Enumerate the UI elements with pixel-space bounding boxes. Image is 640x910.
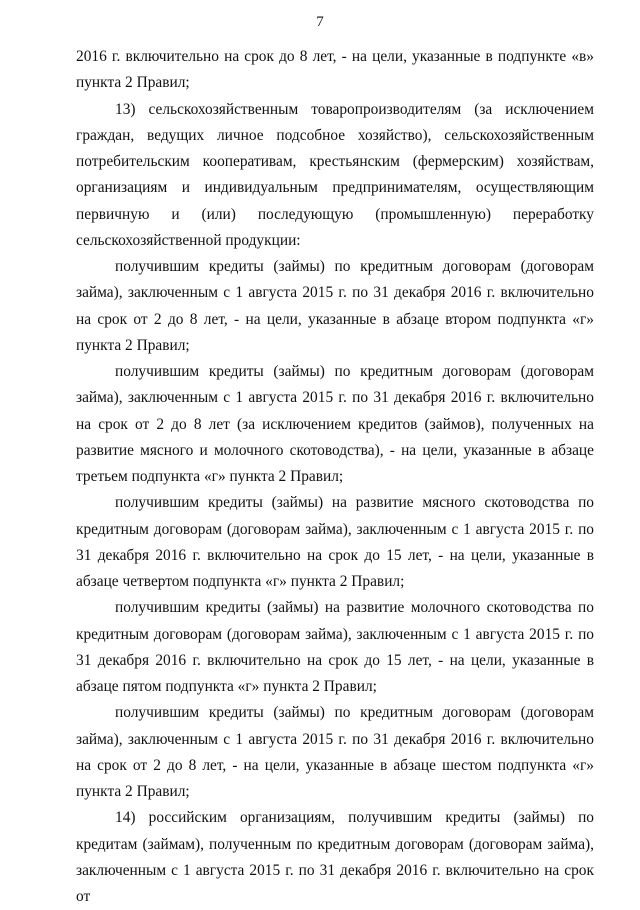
- page-number: 7: [316, 14, 324, 30]
- document-body: [76, 44, 594, 910]
- paragraph-13-clause-2: получившим кредиты (займы) по кредитным договорам (договорам займа), заключенным с 1 августа 2015 г. по 31 декабря 2016 г. включительно на срок от 2 до 8 лет (за исключением кредитов (займов), полученных на развитие мясного и молочного скотоводства), - на цели, указанные в абзаце третьем подпункта «г» пункта 2 Правил;: [76, 363, 594, 485]
- paragraph-13-clause-4: получившим кредиты (займы) на развитие молочного скотоводства по кредитным договорам (договорам займа), заключенным с 1 августа 2015 г. по 31 декабря 2016 г. включительно на срок до 15 лет, - на цели, указанные в абзаце пятом подпункта «г» пункта 2 Правил;: [76, 599, 594, 695]
- paragraph-continuation: 2016 г. включительно на срок до 8 лет, - на цели, указанные в подпункте «в» пункта 2 Правил;: [76, 48, 594, 92]
- paragraph-13-clause-1: получившим кредиты (займы) по кредитным договорам (договорам займа), заключенным с 1 августа 2015 г. по 31 декабря 2016 г. включительно на срок от 2 до 8 лет, - на цели, указанные в абзаце втором подпункта «г» пункта 2 Правил;: [76, 258, 594, 354]
- paragraph-item-14: 14) российским организациям, получившим кредиты (займы) по кредитам (займам), полученным по кредитным договорам (договорам займа), заключенным с 1 августа 2015 г. по 31 декабря 2016 г. включительно на срок от: [76, 809, 594, 905]
- paragraph-13-clause-5: получившим кредиты (займы) по кредитным договорам (договорам займа), заключенным с 1 августа 2015 г. по 31 декабря 2016 г. включительно на срок от 2 до 8 лет, - на цели, указанные в абзаце шестом подпункта «г» пункта 2 Правил;: [76, 704, 594, 800]
- paragraph-13-clause-3: получившим кредиты (займы) на развитие мясного скотоводства по кредитным договорам (договорам займа), заключенным с 1 августа 2015 г. по 31 декабря 2016 г. включительно на срок до 15 лет, - на цели, указанные в абзаце четвертом подпункта «г» пункта 2 Правил;: [76, 494, 594, 590]
- paragraph-item-13: 13) сельскохозяйственным товаропроизводителям (за исключением граждан, ведущих личное подсобное хозяйство), сельскохозяйственным потребительским кооперативам, крестьянским (фермерским) хозяйствам, организациям и индивидуальным предпринимателям, осуществляющим первичную и (или) последующую (промышленную) переработку сельскохозяйственной продукции:: [76, 100, 594, 249]
